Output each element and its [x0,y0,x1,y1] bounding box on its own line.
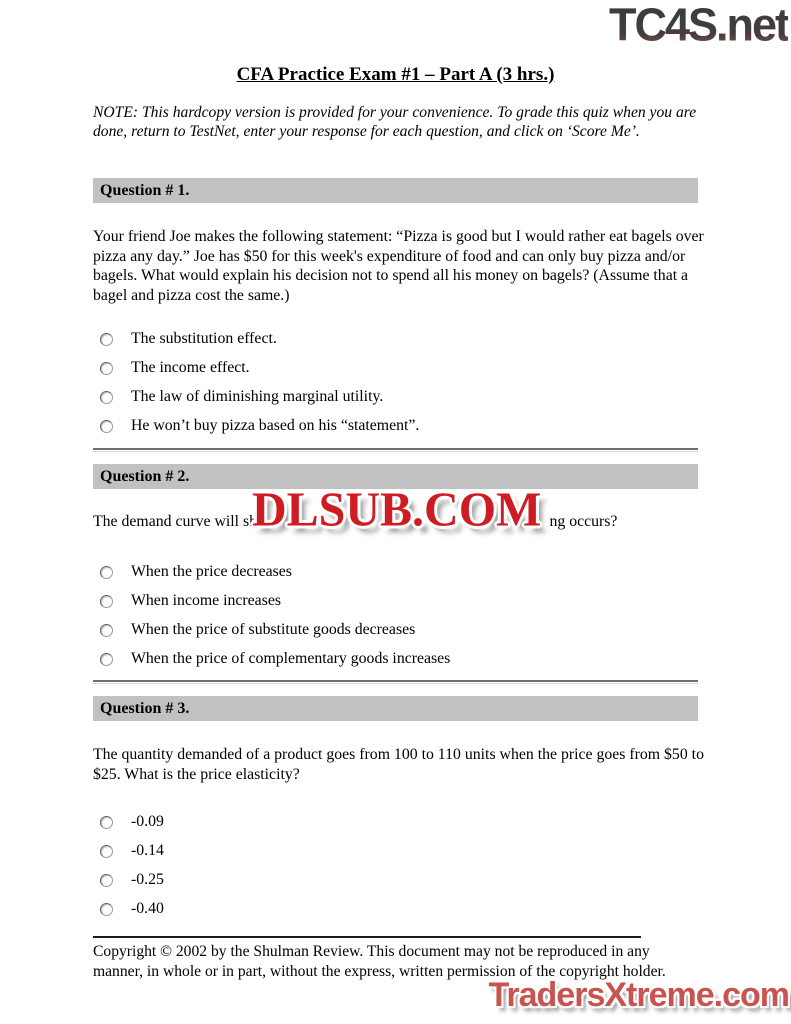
radio-button[interactable] [100,845,113,858]
option-label: -0.25 [131,871,164,888]
option-label: When the price decreases [131,563,292,580]
question-1-option-3 [93,386,698,408]
option-label: The law of diminishing marginal utility. [131,388,384,405]
footer-divider [93,936,641,938]
tradersxtreme-logo: TradersXtreme.com [488,976,789,1014]
page-title: CFA Practice Exam #1 – Part A (3 hrs.) [236,64,555,85]
dlsub-watermark: DLSUB.COM [252,482,542,537]
radio-button[interactable] [100,595,113,608]
radio-button[interactable] [100,362,113,375]
question-1-text: Your friend Joe makes the following statement: “Pizza is good but I would rather eat bagels over pizza any day.” Joe has $50 for this week's expenditure of food and can only buy pizza and/or bagels. What would explain his decision not to spend all his money on bagels? (Assume that a bagel and pizza cost the same.) [93,228,704,304]
question-2-text-end: ng occurs? [549,513,618,530]
question-2-header: Question # 2. [93,464,698,489]
section-divider [93,448,698,452]
radio-button[interactable] [100,420,113,433]
question-1-option-2 [93,357,698,379]
question-1-option-4 [93,415,698,437]
question-3-option-1 [93,811,698,833]
radio-button[interactable] [100,653,113,666]
tc4s-logo: TC4S.net [608,0,788,52]
question-2-option-3 [93,619,698,641]
radio-button[interactable] [100,874,113,887]
option-label: He won’t buy pizza based on his “statement”. [131,417,420,434]
radio-button[interactable] [100,391,113,404]
question-2-option-2 [93,590,698,612]
question-1-header: Question # 1. [93,178,698,203]
section-divider [93,680,698,684]
option-label: When income increases [131,592,282,609]
question-3-option-2 [93,840,698,862]
question-2-text-start: The demand curve will shi [93,513,262,530]
radio-button[interactable] [100,903,113,916]
question-3-text: The quantity demanded of a product goes from 100 to 110 units when the price goes from $50 to $25. What is the price elasticity? [93,746,704,783]
question-3-option-3 [93,869,698,891]
option-label: -0.40 [131,900,164,917]
question-2-option-4 [93,648,698,670]
note-text: NOTE: This hardcopy version is provided for your convenience. To grade this quiz when you are done, return to TestNet, enter your response for each question, and click on ‘Score Me’. [93,104,697,140]
question-2-option-1 [93,561,698,583]
radio-button[interactable] [100,333,113,346]
option-label: When the price of substitute goods decreases [131,621,416,638]
question-1-option-1 [93,328,698,350]
radio-button[interactable] [100,624,113,637]
question-3-header: Question # 3. [93,696,698,721]
option-label: The substitution effect. [131,330,277,347]
radio-button[interactable] [100,816,113,829]
option-label: -0.09 [131,813,164,830]
question-3-option-4 [93,898,698,920]
option-label: -0.14 [131,842,164,859]
option-label: When the price of complementary goods increases [131,650,451,667]
radio-button[interactable] [100,566,113,579]
copyright-text: Copyright © 2002 by the Shulman Review. This document may not be reproduced in any manner, in whole or in part, without the express, written permission of the copyright holder. [93,943,666,980]
option-label: The income effect. [131,359,250,376]
